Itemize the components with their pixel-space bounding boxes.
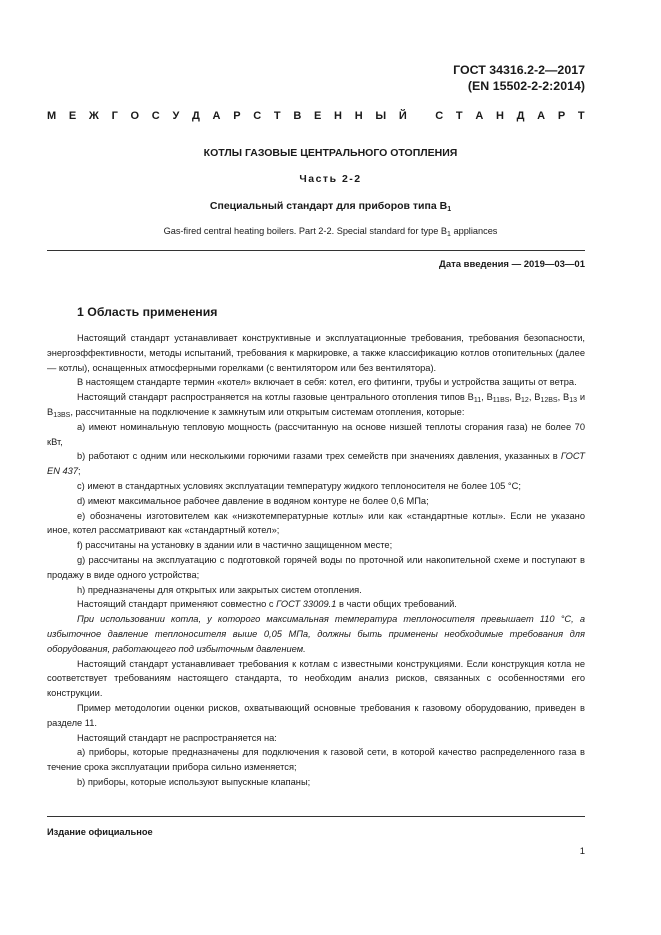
subscript: 11 (473, 397, 482, 405)
text-run: , В (509, 392, 522, 403)
banner-letter: С (435, 110, 444, 122)
banner-letter: Д (192, 110, 200, 122)
banner-letter: В (293, 110, 302, 122)
banner-letter: А (537, 110, 546, 122)
english-title-subscript: 1 (447, 231, 451, 238)
banner-letter: С (253, 110, 262, 122)
list-item: h) предназначены для открытых или закрытых систем отопления. (77, 584, 362, 595)
text-run: Настоящий стандарт распространяется на котлы газовые центрального отопления типов В (77, 392, 474, 403)
gost-code: ГОСТ 34316.2-2—2017 (453, 63, 585, 77)
subscript: 12 (521, 397, 529, 405)
banner-letter: Н (354, 110, 363, 122)
standard-code-block (453, 62, 585, 94)
banner-letter: Е (68, 110, 77, 122)
standard-reference: ГОСТ 33009.1 (276, 599, 337, 610)
list-item: а) приборы, которые предназначены для подключения к газовой сети, в которой качество распределенного газа в течение срока эксплуатации прибора сильно изменяется; (47, 747, 585, 773)
special-standard-subscript: 1 (447, 206, 452, 213)
banner-letter: Т (455, 110, 463, 122)
list-item: d) имеют максимальное рабочее давление в водяном контуре не более 0,6 МПа; (77, 495, 429, 506)
list-item: а) имеют номинальную тепловую мощность (рассчитанную на основе низшей теплоты сгорания газа) не более 70 кВт, (47, 421, 585, 447)
banner-letter: Ж (88, 110, 99, 122)
banner-letter: Е (314, 110, 322, 122)
banner-letter: М (47, 110, 57, 122)
subscript: 12BS (540, 397, 558, 405)
subscript: 13 (569, 397, 577, 405)
paragraph: Пример методологии оценки рисков, охватывающий основные требования к газовому оборудованию, приведен в разделе 11. (47, 702, 585, 728)
banner-letter: Ы (375, 110, 387, 122)
banner-letter: А (212, 110, 221, 122)
text-run: Настоящий стандарт применяют совместно с (77, 599, 277, 610)
subscript: 13BS (53, 411, 71, 419)
divider-top (47, 250, 585, 251)
special-standard-title (0, 200, 661, 212)
list-item: f) рассчитаны на установку в здании или в частично защищенном месте; (77, 540, 393, 551)
special-standard-text: Специальный стандарт для приборов типа В (209, 200, 448, 212)
banner-letter: Н (334, 110, 342, 122)
list-item: с) имеют в стандартных условиях эксплуатации температуру жидкого теплоносителя не более 105 °С; (77, 480, 521, 491)
list-item: g) рассчитаны на эксплуатацию с подготовкой горячей воды по проточной или накопительной схеме и поступают в продажу в виде одного устройства; (47, 554, 585, 580)
text-run: , В (557, 392, 570, 403)
banner-letter: Т (577, 110, 585, 122)
introduction-date: Дата введения — 2019—03—01 (439, 259, 585, 270)
text-run: в части общих требований. (336, 599, 457, 610)
list-item: е) обозначены изготовителем как «низкотемпературные котлы» или как «стандартные котлы». Если не указано иное, котел рассматривают как «стандартный котел»; (47, 510, 585, 536)
section-body (47, 331, 585, 790)
text-run: b) работают с одним или несколькими горючими газами трех семейств при значениях давления, указанных в (77, 451, 561, 462)
text-run: , рассчитанные на подключение к замкнутым или открытым системам отопления, которые: (70, 406, 465, 417)
text-run: , В (528, 392, 541, 403)
banner-letter: Р (233, 110, 241, 122)
list-item: b) приборы, которые используют выпускные клапаны; (77, 776, 311, 787)
banner-letter: С (151, 110, 160, 122)
banner-letter: Й (398, 110, 407, 122)
banner-letter: Р (557, 110, 566, 122)
list-item (47, 449, 585, 479)
en-code: (EN 15502-2-2:2014) (467, 79, 585, 93)
interstate-standard-banner (47, 110, 585, 122)
text-run: ; (78, 466, 81, 477)
banner-letter: Т (273, 110, 281, 122)
banner-letter: Н (495, 110, 504, 122)
paragraph: Настоящий стандарт не распространяется на: (77, 732, 277, 743)
banner-letter: Г (111, 110, 118, 122)
banner-letter: Д (516, 110, 525, 122)
standard-reference: ГОСТ EN 437 (47, 451, 585, 477)
banner-gap (419, 110, 422, 122)
paragraph: Настоящий стандарт устанавливает конструктивные и эксплуатационные требования, требования безопасности, энергоэффективности, методы испытаний, требования к маркировке, а также классификацию котлов отопительных (далее — котлы), оснащенных атмосферными горелками (с вентилятором или без вентилятора). (47, 333, 585, 373)
english-title-suffix: appliances (450, 226, 498, 236)
paragraph: В настоящем стандарте термин «котел» включает в себя: котел, его фитинги, трубы и устройства защиты от ветра. (77, 377, 577, 388)
subscript: 11BS (492, 397, 510, 405)
banner-letter: А (475, 110, 484, 122)
italic-note: При использовании котла, у которого максимальная температура теплоносителя превышает 110 °С, а избыточное давление теплоносителя выше 0,05 МПа, должны быть применены необходимые требования для оборудования, работающего под избыточным давлением. (47, 614, 585, 654)
paragraph (47, 597, 585, 612)
section-heading: 1 Область применения (77, 305, 218, 319)
document-title: КОТЛЫ ГАЗОВЫЕ ЦЕНТРАЛЬНОГО ОТОПЛЕНИЯ (203, 147, 458, 159)
banner-letter: У (172, 110, 180, 122)
official-edition-label: Издание официальное (47, 827, 153, 837)
page-number: 1 (579, 846, 585, 857)
english-title (0, 226, 661, 236)
banner-letter: О (130, 110, 140, 122)
divider-bottom (47, 816, 585, 817)
paragraph (47, 390, 585, 420)
paragraph: Настоящий стандарт устанавливает требования к котлам с известными конструкциями. Если конструкция котла не соответствует требованиям настоящего стандарта, то необходим анализ рисков, связанных с особенностями его конструкции. (47, 658, 585, 699)
text-run: и В (47, 392, 586, 417)
english-title-text: Gas-fired central heating boilers. Part 2-2. Special standard for type B (163, 226, 448, 236)
part-label: Часть 2-2 (299, 173, 362, 185)
text-run: , В (481, 392, 493, 403)
